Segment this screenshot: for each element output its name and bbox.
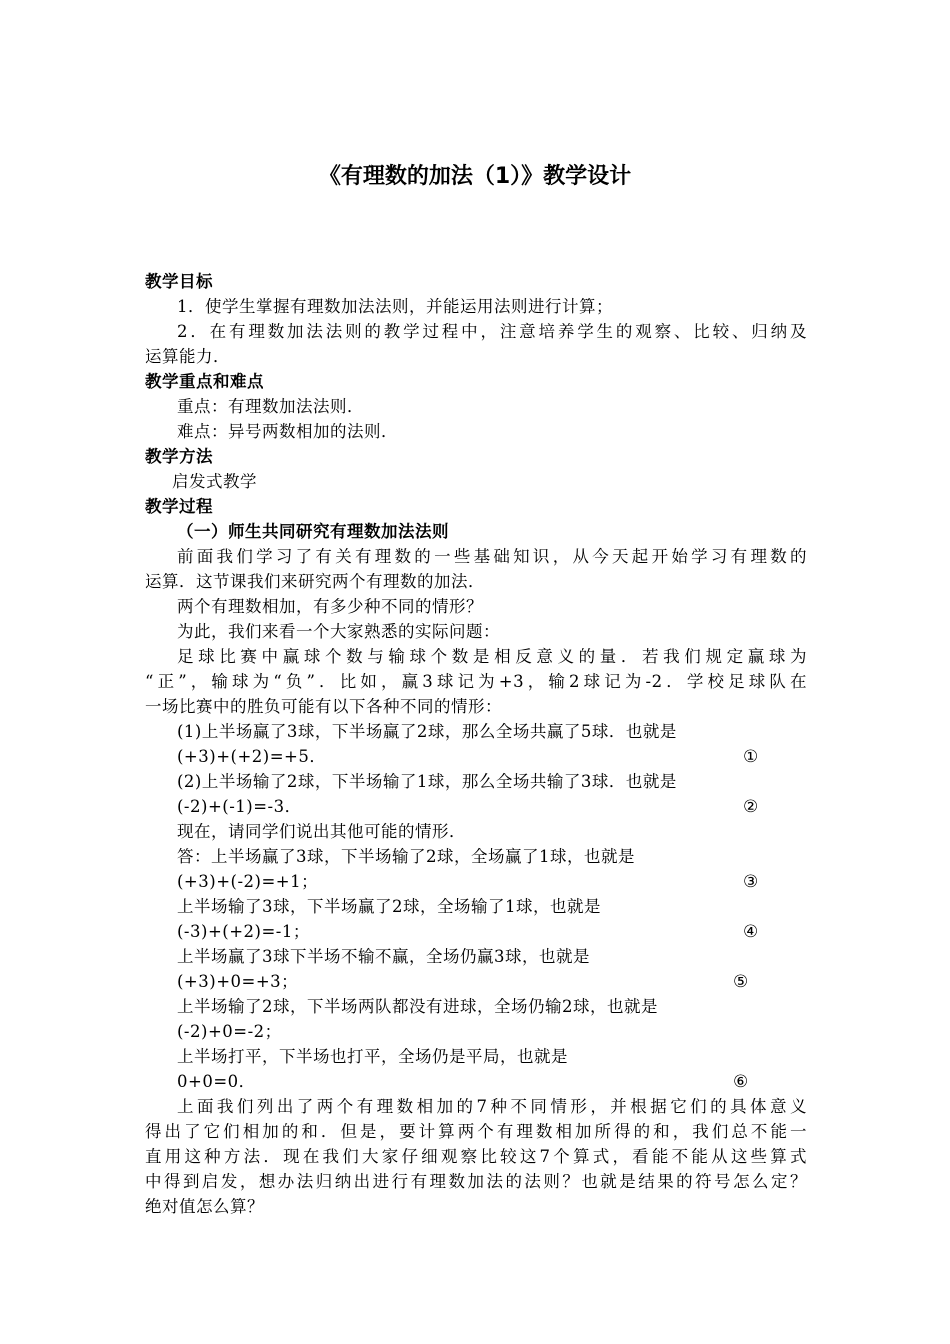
- paragraph: 前面我们学习了有关有理数的一些基础知识，从今天起开始学习有理数的: [177, 547, 807, 566]
- paragraph: 上半场输了3球，下半场赢了2球，全场输了1球，也就是: [177, 897, 601, 916]
- paragraph: 一场比赛中的胜负可能有以下各种不同的情形：: [145, 697, 502, 716]
- section-heading-goals: 教学目标: [145, 272, 213, 291]
- equation: 0+0=0．: [177, 1072, 256, 1091]
- equation: (+3)+0=+3；: [177, 972, 299, 991]
- paragraph: 中得到启发，想办法归纳出进行有理数加法的法则？也就是结果的符号怎么定？: [145, 1172, 807, 1191]
- section-heading-focus: 教学重点和难点: [145, 372, 264, 391]
- equation: (+3)+(+2)=+5．: [177, 747, 327, 766]
- equation: (-2)+0=-2；: [177, 1022, 282, 1041]
- paragraph: 上半场赢了3球下半场不输不赢，全场仍赢3球，也就是: [177, 947, 590, 966]
- paragraph: (1)上半场赢了3球，下半场赢了2球，那么全场共赢了5球．也就是: [177, 722, 677, 741]
- equation-number: ⑥: [733, 1072, 749, 1092]
- paragraph: 为此，我们来看一个大家熟悉的实际问题：: [177, 622, 500, 641]
- equation: (-3)+(+2)=-1；: [177, 922, 310, 941]
- subsection-heading: （一）师生共同研究有理数加法法则: [177, 522, 449, 541]
- paragraph: 2．在有理数加法法则的教学过程中，注意培养学生的观察、比较、归纳及: [177, 322, 807, 341]
- paragraph: 直用这种方法．现在我们大家仔细观察比较这7个算式，看能不能从这些算式: [145, 1147, 807, 1166]
- paragraph: 现在，请同学们说出其他可能的情形．: [177, 822, 466, 841]
- equation-number: ②: [743, 797, 759, 817]
- paragraph: 上半场打平，下半场也打平，全场仍是平局，也就是: [177, 1047, 568, 1066]
- section-heading-method: 教学方法: [145, 447, 213, 466]
- paragraph: 绝对值怎么算？: [145, 1197, 264, 1216]
- paragraph: 上面我们列出了两个有理数相加的7种不同情形，并根据它们的具体意义: [177, 1097, 807, 1116]
- paragraph: 重点：有理数加法法则．: [177, 397, 364, 416]
- equation-number: ⑤: [733, 972, 749, 992]
- paragraph: 1．使学生掌握有理数加法法则，并能运用法则进行计算；: [177, 297, 613, 316]
- paragraph: 难点：异号两数相加的法则．: [177, 422, 398, 441]
- paragraph: (2)上半场输了2球，下半场输了1球，那么全场共输了3球．也就是: [177, 772, 677, 791]
- paragraph: 上半场输了2球，下半场两队都没有进球，全场仍输2球，也就是: [177, 997, 658, 1016]
- paragraph: 运算能力．: [145, 347, 230, 366]
- equation: (+3)+(-2)=+1；: [177, 872, 319, 891]
- paragraph: 答：上半场赢了3球，下半场输了2球，全场赢了1球，也就是: [177, 847, 635, 866]
- paragraph: 得出了它们相加的和．但是，要计算两个有理数相加所得的和，我们总不能一: [145, 1122, 807, 1141]
- equation-number: ④: [743, 922, 759, 942]
- paragraph: 运算．这节课我们来研究两个有理数的加法．: [145, 572, 485, 591]
- paragraph: 启发式教学: [172, 472, 257, 491]
- paragraph: “正”，输球为“负”．比如，赢3球记为+3，输2球记为-2．学校足球队在: [145, 672, 807, 691]
- equation-number: ①: [743, 747, 759, 767]
- equation-number: ③: [743, 872, 759, 892]
- document-title: 《有理数的加法（1）》教学设计: [318, 164, 632, 189]
- equation: (-2)+(-1)=-3．: [177, 797, 302, 816]
- section-heading-process: 教学过程: [145, 497, 213, 516]
- paragraph: 两个有理数相加，有多少种不同的情形？: [177, 597, 483, 616]
- paragraph: 足球比赛中赢球个数与输球个数是相反意义的量．若我们规定赢球为: [177, 647, 807, 666]
